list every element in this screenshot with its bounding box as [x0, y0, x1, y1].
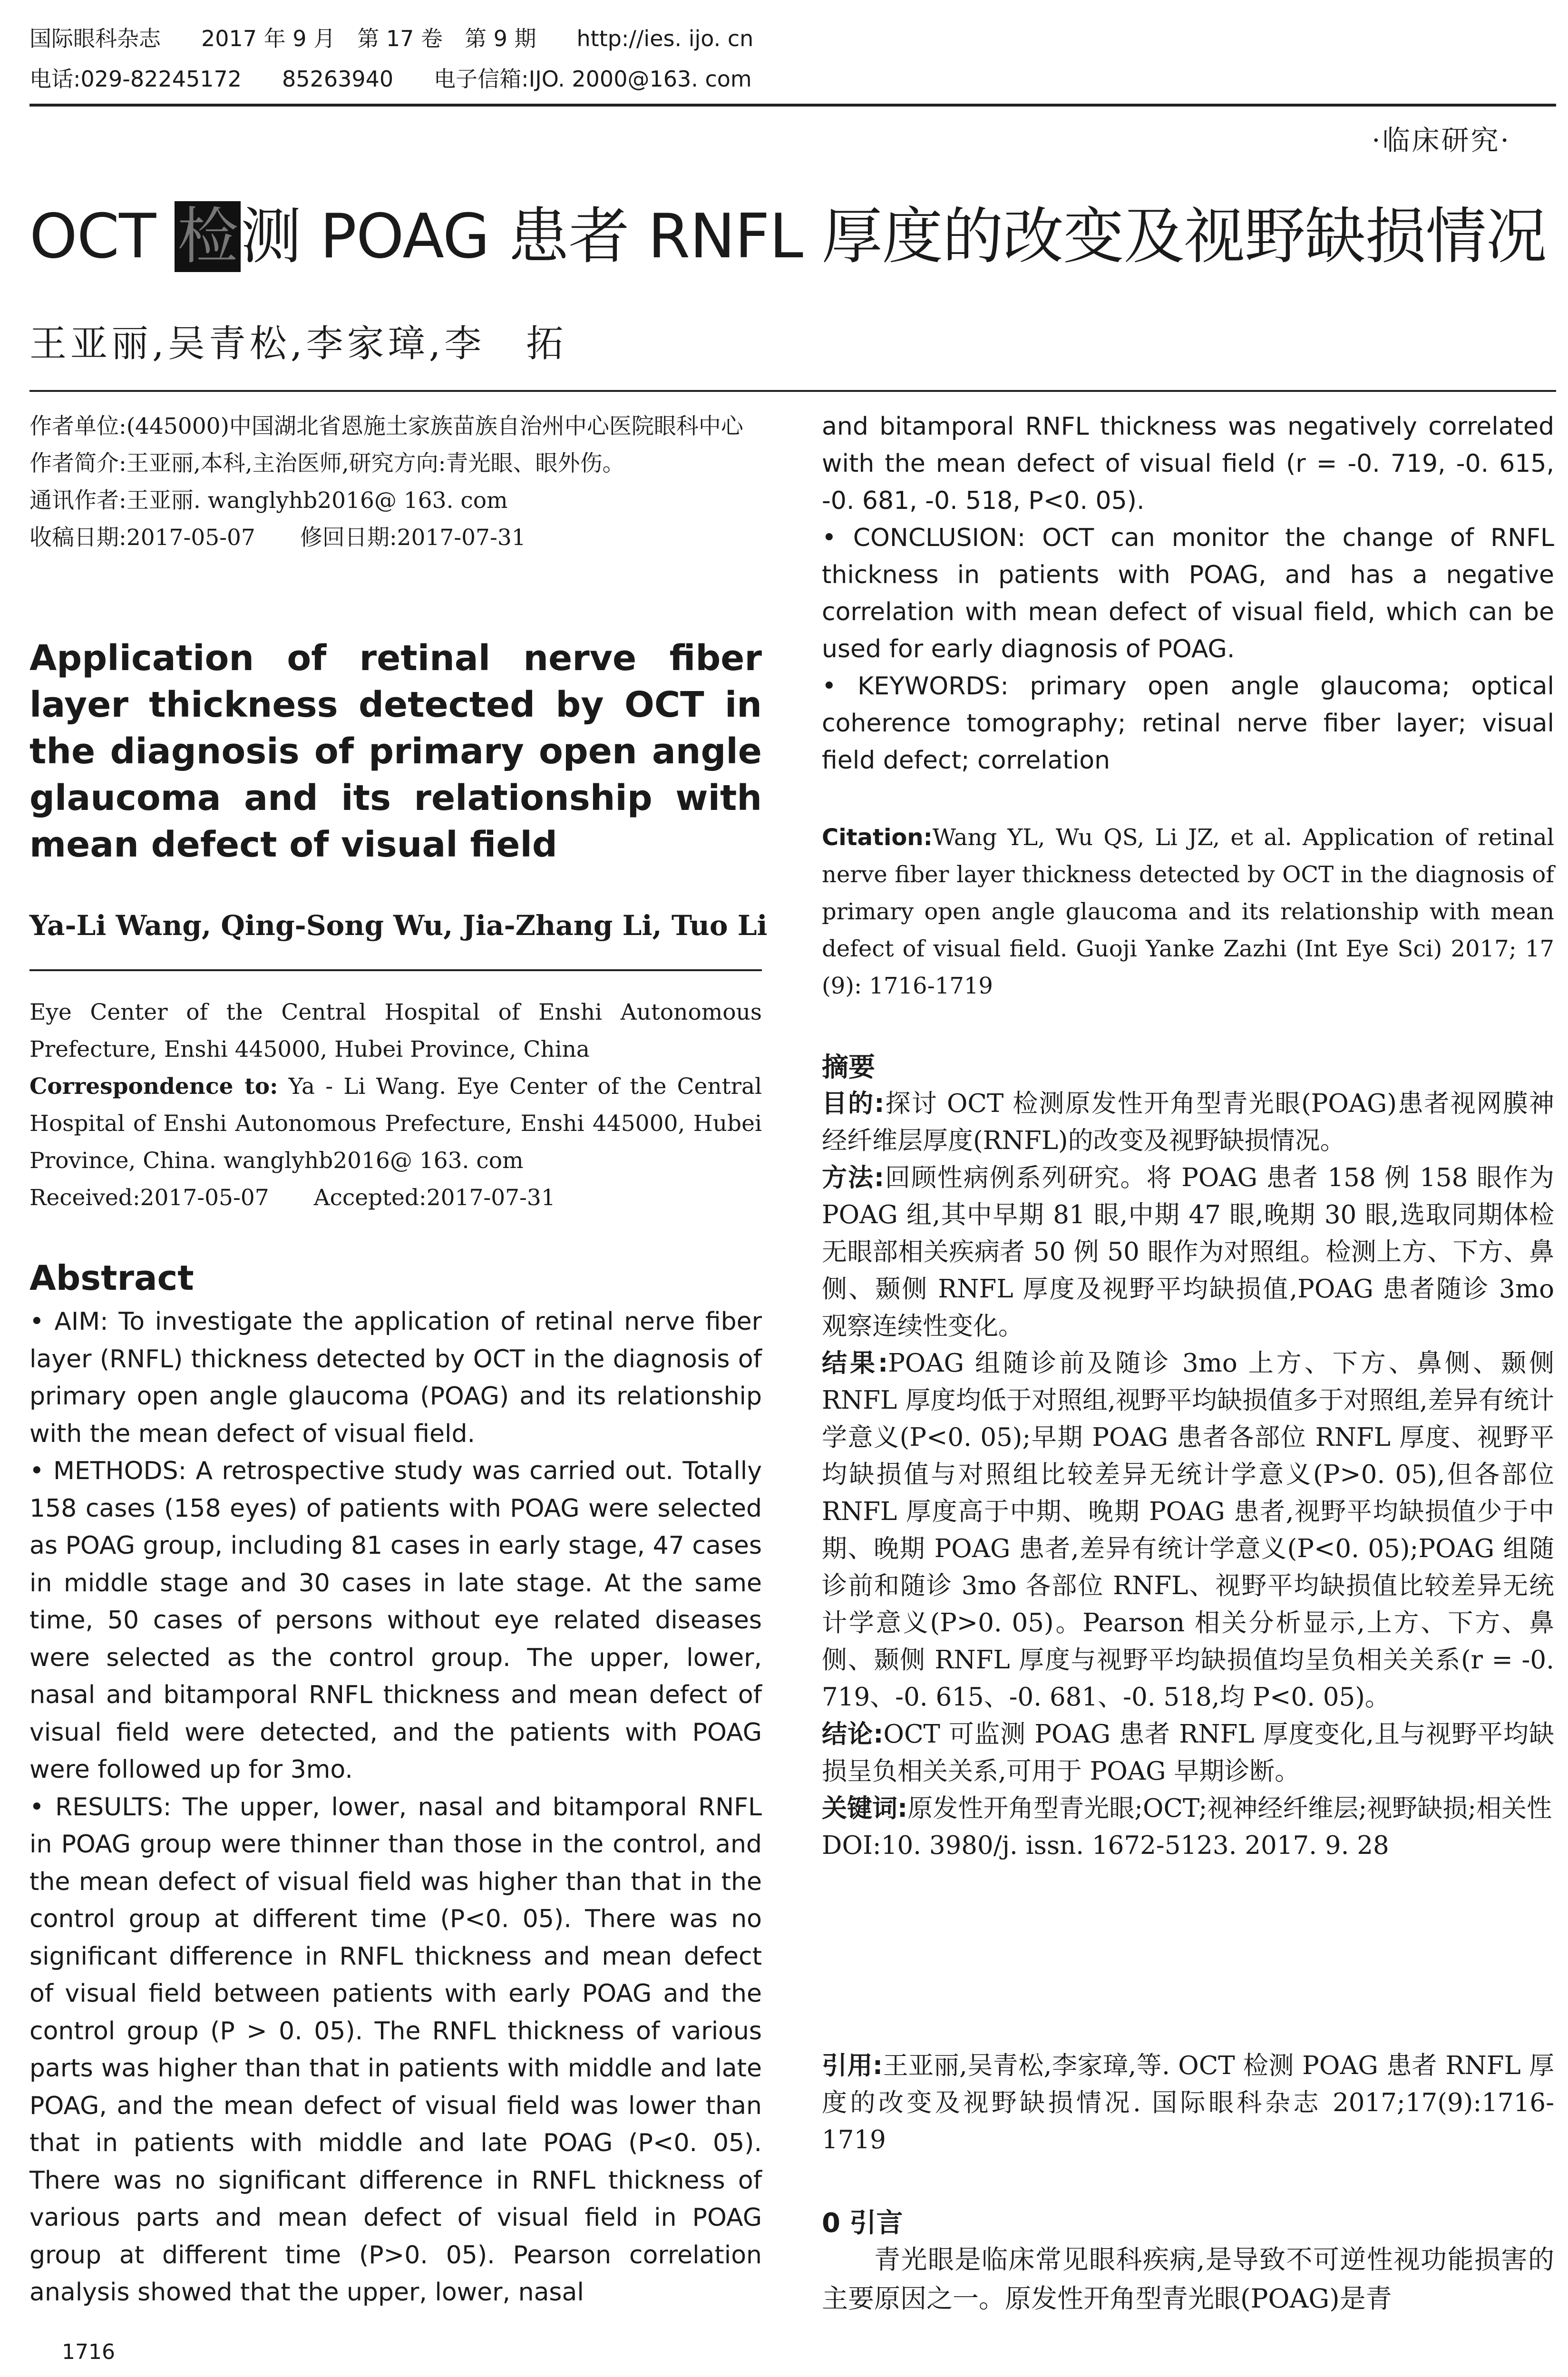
cn-method-text: 回顾性病例系列研究。将 POAG 患者 158 例 158 眼作为 POAG 组,其中早期 81 眼,中期 47 眼,晚期 30 眼,选取同期体检无眼部相关疾病者 50 例 50 眼作为对照组。检测上方、下方、鼻侧、颞侧 RNFL 厚度及视野平均缺损值,POAG 患者随诊 3mo 观察连续性变化。	[822, 1163, 1554, 1341]
cn-reference-label: 引用:	[822, 2051, 883, 2080]
affiliation-en-line: Eye Center of the Central Hospital of Enshi Autonomous Prefecture, Enshi 445000, Hubei Province, China	[29, 999, 762, 1062]
cn-keywords	[822, 1790, 1554, 1827]
abstract-heading: Abstract	[29, 1258, 194, 1298]
header-rule	[29, 104, 1556, 107]
abstract-continued	[822, 408, 1554, 779]
abstract-body	[29, 1303, 762, 2311]
title-en: Application of retinal nerve fiber layer thickness detected by OCT in the diagnosis of primary open angle glaucoma and its relationship with mean defect of visual field	[29, 638, 762, 865]
authors-cn: 王亚丽,吴青松,李家璋,李 拓	[29, 322, 567, 365]
journal-url: http://ies. ijo. cn	[576, 26, 754, 51]
journal-name: 国际眼科杂志	[29, 26, 161, 51]
correspondence-text: Ya - Li Wang. Eye Center of the Central Hospital of Enshi Autonomous Prefecture, Enshi 445000, Hubei Province, China. wanglyhb2016@ 163. com	[29, 1073, 762, 1174]
affiliation-unit: 作者单位:(445000)中国湖北省恩施土家族苗族自治州中心医院眼科中心	[29, 413, 743, 439]
correspondence	[29, 1068, 762, 1179]
cn-result	[822, 1345, 1554, 1716]
title-rule	[29, 390, 1556, 392]
received-dates: Received:2017-05-07 Accepted:2017-07-31	[29, 1185, 555, 1211]
journal-issue: 2017 年 9 月 第 17 卷 第 9 期	[201, 26, 536, 51]
abstract-keywords: • KEYWORDS: primary open angle glaucoma; optical coherence tomography; retinal nerve fiber layer; visual field defect; correlation	[822, 672, 1554, 775]
journal-phone: 电话:029-82245172	[29, 66, 242, 92]
title-rest: 测 POAG 患者 RNFL 厚度的改变及视野缺损情况	[241, 201, 1547, 272]
correspondence-label: Correspondence to:	[29, 1073, 278, 1100]
cn-method-label: 方法:	[822, 1163, 885, 1192]
cn-conclusion	[822, 1716, 1554, 1790]
affiliation-en	[29, 994, 762, 1217]
cn-result-text: POAG 组随诊前及随诊 3mo 上方、下方、鼻侧、颞侧 RNFL 厚度均低于对照组,视野平均缺损值多于对照组,差异有统计学意义(P<0. 05);早期 POAG 患者各部位 RNFL 厚度、视野平均缺损值与对照组比较差异无统计学意义(P>0. 05),但各部位 RNFL 厚度高于中期、晚期 POAG 患者,视野平均缺损值少于中期、晚期 POAG 患者,差异有统计学意义(P<0. 05);POAG 组随诊前和随诊 3mo 各部位 RNFL、视野平均缺损值比较差异无统计学意义(P>0. 05)。Pearson 相关分析显示,上方、下方、鼻侧、颞侧 RNFL 厚度与视野平均缺损值均呈负相关关系(r = -0. 719、-0. 615、-0. 681、-0. 518,均 P<0. 05)。	[822, 1349, 1554, 1712]
page-title	[29, 199, 1547, 275]
cn-reference	[822, 2047, 1554, 2159]
page-number: 1716	[62, 2340, 115, 2364]
intro-heading: 0 引言	[822, 2208, 903, 2239]
affiliation-corr: 通讯作者:王亚丽. wanglyhb2016@ 163. com	[29, 487, 508, 514]
authors-rule	[29, 969, 762, 971]
journal-header-line2	[29, 64, 792, 94]
abstract-results: • RESULTS: The upper, lower, nasal and bitamporal RNFL in POAG group were thinner than those in the control, and the mean defect of visual field was higher than that in the control group at different time (P<0. 05). There was no significant difference in RNFL thickness and mean defect of visual field between patients with early POAG and the control group (P > 0. 05). The RNFL thickness of various parts was higher than that in patients with middle and late POAG, and the mean defect of visual field was lower than that in patients with middle and late POAG (P<0. 05). There was no significant difference in RNFL thickness of various parts and mean defect of visual field in POAG group at different time (P>0. 05). Pearson correlation analysis showed that the upper, lower, nasal	[29, 1792, 762, 2307]
abstract-conclusion: • CONCLUSION: OCT can monitor the change of RNFL thickness in patients with POAG, and has a negative correlation with mean defect of visual field, which can be used for early diagnosis of POAG.	[822, 524, 1554, 663]
intro-paragraph: 青光眼是临床常见眼科疾病,是导致不可逆性视功能损害的主要原因之一。原发性开角型青光眼(POAG)是青	[822, 2244, 1554, 2314]
citation-text: Wang YL, Wu QS, Li JZ, et al. Application of retinal nerve fiber layer thickness detected by OCT in the diagnosis of primary open angle glaucoma and its relationship with mean defect of visual field. Guoji Yanke Zazhi (Int Eye Sci) 2017; 17 (9): 1716-1719	[822, 824, 1554, 999]
cn-abstract-heading: 摘要	[822, 1052, 875, 1083]
citation-label: Citation:	[822, 824, 933, 851]
abstract-methods: • METHODS: A retrospective study was carried out. Totally 158 cases (158 eyes) of patients with POAG were selected as POAG group, including 81 cases in early stage, 47 cases in middle stage and 30 cases in late stage. At the same time, 50 cases of persons without eye related diseases were selected as the control group. The upper, lower, nasal and bitamporal RNFL thickness and mean defect of visual field were detected, and the patients with POAG were followed up for 3mo.	[29, 1457, 762, 1784]
abstract-results-cont: and bitamporal RNFL thickness was negatively correlated with the mean defect of visual field (r = -0. 719, -0. 615, -0. 681, -0. 518, P<0. 05).	[822, 412, 1554, 515]
cn-doi: DOI:10. 3980/j. issn. 1672-5123. 2017. 9. 28	[822, 1831, 1389, 1860]
affiliation-dates: 收稿日期:2017-05-07 修回日期:2017-07-31	[29, 525, 526, 551]
cn-keywords-text: 原发性开角型青光眼;OCT;视神经纤维层;视野缺损;相关性	[907, 1794, 1552, 1823]
cn-abstract	[822, 1085, 1554, 1864]
authors-en: Ya-Li Wang, Qing-Song Wu, Jia-Zhang Li, Tuo Li	[29, 909, 768, 942]
cn-aim-label: 目的:	[822, 1089, 885, 1118]
cn-aim-text: 探讨 OCT 检测原发性开角型青光眼(POAG)患者视网膜神经纤维层厚度(RNFL)的改变及视野缺损情况。	[822, 1089, 1554, 1155]
cn-reference-text: 王亚丽,吴青松,李家璋,等. OCT 检测 POAG 患者 RNFL 厚度的改变及视野缺损情况. 国际眼科杂志 2017;17(9):1716-1719	[822, 2051, 1554, 2154]
cn-keywords-label: 关键词:	[822, 1794, 908, 1823]
cn-conclusion-label: 结论:	[822, 1720, 884, 1749]
affiliation-cn	[29, 408, 762, 556]
cn-conclusion-text: OCT 可监测 POAG 患者 RNFL 厚度变化,且与视野平均缺损呈负相关关系,可用于 POAG 早期诊断。	[822, 1720, 1554, 1786]
citation	[822, 819, 1554, 1004]
cn-aim	[822, 1085, 1554, 1159]
journal-email: 电子信箱:IJO. 2000@163. com	[434, 66, 752, 92]
cn-method	[822, 1159, 1554, 1345]
cn-result-label: 结果:	[822, 1349, 888, 1378]
abstract-aim: • AIM: To investigate the application of retinal nerve fiber layer (RNFL) thickness detected by OCT in the diagnosis of primary open angle glaucoma (POAG) and its relationship with the mean defect of visual field.	[29, 1307, 762, 1448]
section-tag: ·临床研究·	[1372, 124, 1511, 156]
title-prefix: OCT	[29, 201, 175, 272]
journal-phone2: 85263940	[282, 66, 394, 92]
title-highlight: 检	[175, 201, 241, 272]
journal-header-line1	[29, 24, 794, 53]
affiliation-bio: 作者简介:王亚丽,本科,主治医师,研究方向:青光眼、眼外伤。	[29, 450, 625, 477]
intro-text	[822, 2240, 1554, 2318]
